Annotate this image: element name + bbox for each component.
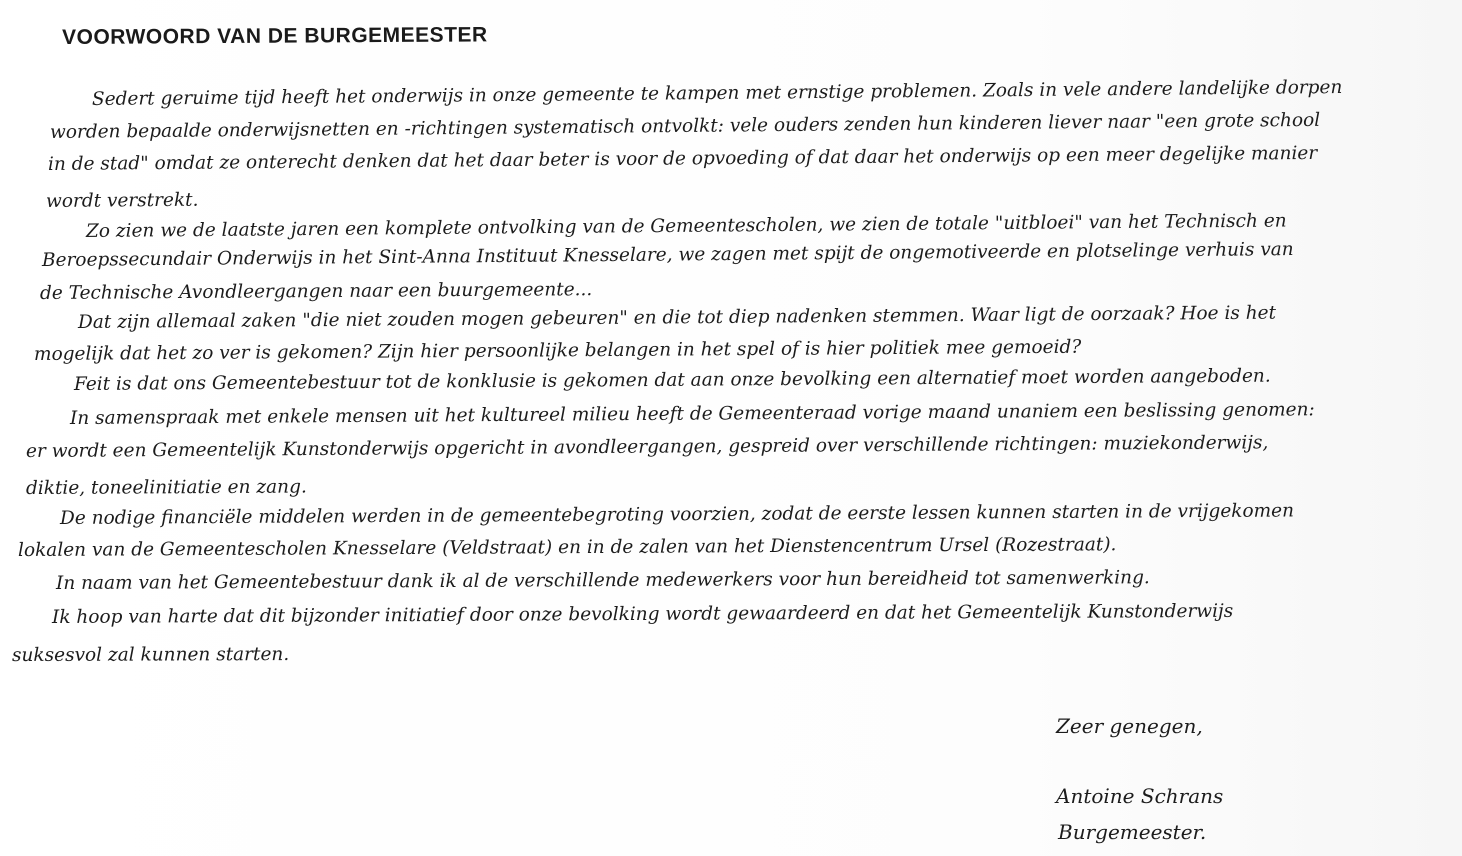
signature-title: Burgemeester. [1058, 820, 1207, 844]
text-line: In samenspraak met enkele mensen uit het kultureel milieu heeft de Gemeenteraad vorige maand unaniem een beslissing genomen: [69, 399, 1315, 429]
text-line: wordt verstrekt. [45, 189, 199, 212]
text-line: Feit is dat ons Gemeentebestuur tot de konklusie is gekomen dat aan onze bevolking een alternatief moet worden aangeboden. [73, 365, 1271, 395]
text-line: de Technische Avondleergangen naar een buurgemeente... [39, 279, 593, 304]
signature-name: Antoine Schrans [1056, 784, 1224, 808]
text-line: Sedert geruime tijd heeft het onderwijs in onze gemeente te kampen met ernstige problemen. Zoals in vele andere landelijke dorpen [91, 76, 1343, 110]
text-line: mogelijk dat het zo ver is gekomen? Zijn hier persoonlijke belangen in het spel of is hier politiek mee gemoeid? [33, 336, 1082, 365]
text-line: er wordt een Gemeentelijk Kunstonderwijs opgericht in avondleergangen, gespreid over verschillende richtingen: muziekonderwijs, [25, 432, 1269, 462]
text-line: suksesvol zal kunnen starten. [11, 644, 290, 666]
text-line: Beroepssecundair Onderwijs in het Sint-Anna Instituut Knesselare, we zagen met spijt de ongemotiveerde en plotselinge verhuis van [41, 239, 1294, 271]
text-line: worden bepaalde onderwijsnetten en -richtingen systematisch ontvolkt: vele ouders zenden hun kinderen liever naar "een grote school [49, 109, 1321, 143]
text-line: Ik hoop van harte dat dit bijzonder initiatief door onze bevolking wordt gewaardeerd en dat het Gemeentelijk Kunstonderwijs [51, 600, 1234, 628]
text-line: in de stad" omdat ze onterecht denken dat het daar beter is voor de opvoeding of dat daar het onderwijs op een meer degelijke manier [47, 142, 1318, 175]
closing-salutation: Zeer genegen, [1056, 714, 1203, 738]
text-line: In naam van het Gemeentebestuur dank ik al de verschillende medewerkers voor hun bereidheid tot samenwerking. [55, 567, 1150, 594]
text-line: De nodige financiële middelen werden in de gemeentebegroting voorzien, zodat de eerste lessen kunnen starten in de vrijgekomen [59, 500, 1295, 529]
text-line: Zo zien we de laatste jaren een komplete ontvolking van de Gemeentescholen, we zien de totale "uitbloei" van het Technisch en [85, 210, 1287, 242]
text-line: diktie, toneelinitiatie en zang. [25, 476, 307, 499]
text-line: Dat zijn allemaal zaken "die niet zouden mogen gebeuren" en die tot diep nadenken stemmen. Waar ligt de oorzaak? Hoe is het [77, 302, 1277, 333]
page-title: VOORWOORD VAN DE BURGEMEESTER [62, 23, 488, 49]
text-line: lokalen van de Gemeentescholen Knesselare (Veldstraat) en in de zalen van het Dienstencentrum Ursel (Rozestraat). [17, 534, 1117, 561]
